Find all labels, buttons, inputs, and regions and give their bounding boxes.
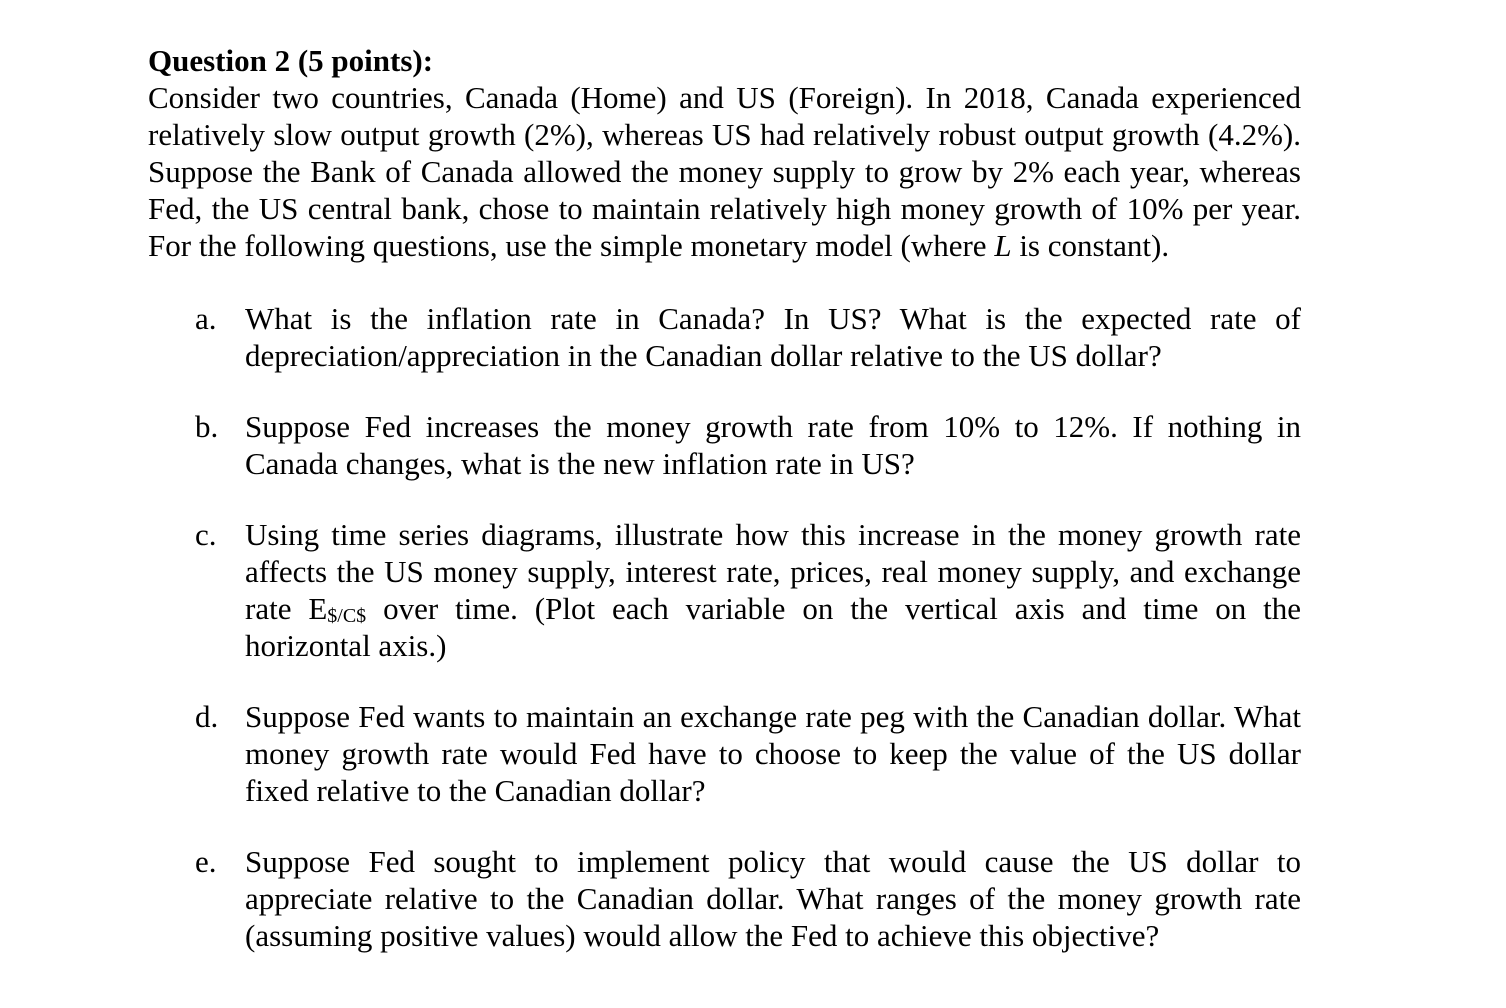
sub-question-marker: c. [195,517,217,552]
exchange-rate-subscript: $/C$ [327,605,367,627]
sub-question-a [148,300,1301,374]
sub-question-marker: e. [195,844,217,879]
intro-variable-l: L [994,228,1012,263]
intro-text-2: is constant). [1011,228,1170,263]
sub-question-text: Suppose Fed sought to implement policy that would cause the US dollar to appreciate relative to the Canadian dollar. What ranges of the money growth rate (assuming positive values) would allow the Fed to achieve this objective? [245,844,1301,953]
sub-question-list [148,300,1301,954]
sub-question-text: Suppose Fed wants to maintain an exchange rate peg with the Canadian dollar. What money growth rate would Fed have to choose to keep the value of the US dollar fixed relative to the Canadian dollar? [245,699,1301,808]
document-page [148,42,1301,988]
sub-question-d [148,698,1301,809]
sub-question-e [148,843,1301,954]
sub-question-b [148,408,1301,482]
sub-question-text: Suppose Fed increases the money growth rate from 10% to 12%. If nothing in Canada changes, what is the new inflation rate in US? [245,409,1301,481]
sub-question-c [148,516,1301,664]
sub-question-marker: a. [195,301,217,336]
intro-text-1: Consider two countries, Canada (Home) and US (Foreign). In 2018, Canada experienced relatively slow output growth (2%), whereas US had relatively robust output growth (4.2%). Suppose the Bank of Canada allowed the money supply to grow by 2% each year, whereas Fed, the US central bank, chose to maintain relatively high money growth of 10% per year. For the following questions, use the simple monetary model (where [148,80,1301,263]
sub-question-text-part-1: Using time series diagrams, illustrate how this increase in the money growth rate affects the US money supply, interest rate, prices, real money supply, and exchange rate E [245,517,1301,626]
question-intro [148,79,1301,264]
question-title: Question 2 (5 points): [148,43,434,78]
sub-question-marker: b. [195,409,219,444]
sub-question-marker: d. [195,699,219,734]
sub-question-text: What is the inflation rate in Canada? In US? What is the expected rate of depreciation/appreciation in the Canadian dollar relative to the US dollar? [245,301,1301,373]
sub-question-text [245,517,1301,663]
sub-question-text-part-2: over time. (Plot each variable on the vertical axis and time on the horizontal axis.) [245,591,1301,663]
